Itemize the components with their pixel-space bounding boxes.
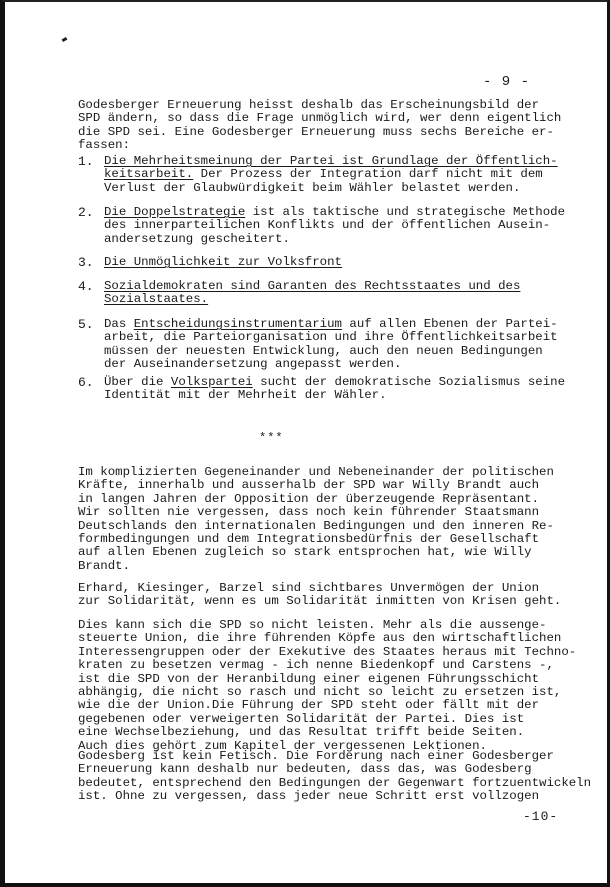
item-rest: ist als taktische und strategische Methode des innerparteilichen Konflikts und der öffentlichen Ausein- andersetzung gescheitert. xyxy=(104,205,566,246)
list-item-number: 6. xyxy=(78,375,94,390)
item-rest: sucht der demokratische Sozialismus seine Identität mit der Mehrheit der Wähler. xyxy=(104,375,566,403)
body-paragraph: Godesberg ist kein Fetisch. Die Forderung nach einer Godesberger Erneuerung kann deshalb nur bedeuten, dass das, was Godesberg bedeutet, entsprechend den Bedingungen der Gegenwart fortzuentwickeln ist. Ohne zu vergessen, dass jeder neue Schritt erst vollzogen xyxy=(78,749,592,804)
list-item-number: 3. xyxy=(78,255,94,270)
next-page-marker: -10- xyxy=(523,809,559,824)
list-item-number: 1. xyxy=(78,154,94,169)
list-item-text xyxy=(104,155,558,195)
item-prefix: Das xyxy=(104,317,134,331)
item-prefix: Über die xyxy=(104,375,171,389)
list-item-text xyxy=(104,256,342,269)
underlined-phrase: Die Unmöglichkeit zur Volksfront xyxy=(104,255,342,269)
underlined-phrase: Sozialdemokraten sind Garanten des Rechtsstaates und des Sozialstaates. xyxy=(104,279,521,307)
section-separator: *** xyxy=(259,431,284,445)
intro-paragraph: Godesberger Erneuerung heisst deshalb das Erscheinungsbild der SPD ändern, so dass die Frage unmöglich wird, wer denn eigentlich die SPD sei. Eine Godesberger Erneuerung muss sechs Bereiche er- fassen: xyxy=(78,98,562,153)
list-item-number: 4. xyxy=(78,279,94,294)
underlined-phrase: Die Mehrheitsmeinung der Partei ist Grundlage der Öffentlich- keitsarbeit. xyxy=(104,154,558,182)
list-item-text xyxy=(104,376,565,403)
list-item-text xyxy=(104,280,520,307)
body-paragraph: Erhard, Kiesinger, Barzel sind sichtbares Unvermögen der Union zur Solidarität, wenn es um Solidarität inmitten von Krisen geht. xyxy=(78,581,562,609)
underlined-phrase: Die Doppelstrategie xyxy=(104,205,246,219)
list-item-text xyxy=(104,318,558,372)
list-item-number: 5. xyxy=(78,317,94,332)
page-number: - 9 - xyxy=(483,74,531,90)
list-item-number: 2. xyxy=(78,205,94,220)
item-rest: Der Prozess der Integration darf nicht mit dem Verlust der Glaubwürdigkeit beim Wähler belastet werden. xyxy=(104,167,543,195)
body-paragraph: Im komplizierten Gegeneinander und Nebeneinander der politischen Kräfte, innerhalb und ausserhalb der SPD war Willy Brandt auch in langen Jahren der Opposition der überzeugende Repräsentant. Wir sollten nie vergessen, dass noch kein führender Staatsmann Deutschlands den internationalen Bedingungen und den inneren Re- formbedingungen und dem Integrationsbedürfnis der Gesellschaft auf allen Ebenen zugleich so stark entsprochen hat, wie Willy Brandt. xyxy=(78,465,554,573)
list-item-text xyxy=(104,206,565,246)
item-rest: auf allen Ebenen der Partei- arbeit, die Parteiorganisation und ihre Öffentlichkeitsarbeit müssen der neuesten Entwicklung, auch den neuen Bedingungen der Auseinandersetzung angepasst werden. xyxy=(104,317,558,372)
body-paragraph: Dies kann sich die SPD so nicht leisten. Mehr als die aussenge- steuerte Union, die ihre führenden Köpfe aus den wirtschaftlichen Interessengruppen oder der Exekutive des Staates heraus mit Techno- kraten zu besetzen vermag - ich nenne Biedenkopf und Carstens -, ist die SPD von der Heranbildung einer eigenen Führungsschicht abhängig, die nicht so rasch und nicht so leicht zu ersetzen ist, wie die der Union.Die Führung der SPD steht oder fällt mit der gegebenen oder verweigerten Solidarität der Partei. Dies ist eine Wechselbeziehung, und das Resultat trifft beide Seiten. Auch dies gehört zum Kapitel der vergessenen Lektionen. xyxy=(78,618,577,753)
underlined-phrase: Entscheidungsinstrumentarium xyxy=(133,317,342,331)
underlined-phrase: Volkspartei xyxy=(170,375,253,389)
